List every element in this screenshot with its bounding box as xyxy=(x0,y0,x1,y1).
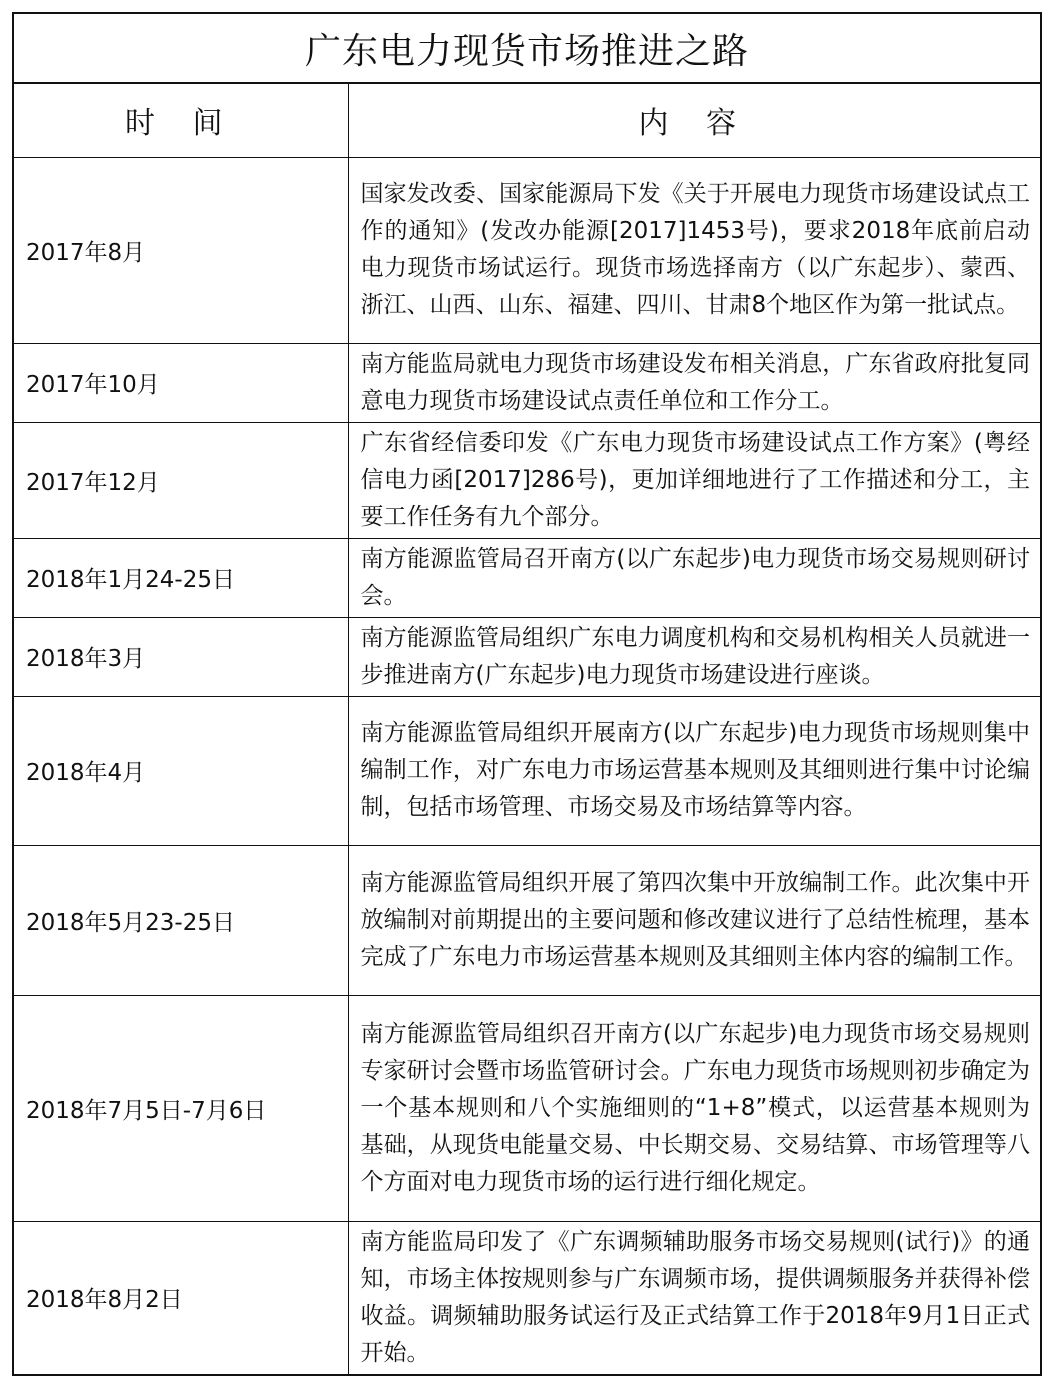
table-row xyxy=(14,845,1040,995)
row-content: 南方能源监管局组织召开南方(以广东起步)电力现货市场交易规则专家研讨会暨市场监管研讨会。广东电力现货市场规则初步确定为一个基本规则和八个实施细则的“1+8”模式，以运营基本规则为基础，从现货电能量交易、中长期交易、交易结算、市场管理等八个方面对电力现货市场的运行进行细化规定。 xyxy=(348,995,1040,1221)
table-row xyxy=(14,1221,1040,1374)
timeline-table-container xyxy=(12,12,1042,1376)
row-time: 2018年1月24-25日 xyxy=(14,538,348,617)
timeline-table xyxy=(14,84,1040,1374)
row-time: 2018年5月23-25日 xyxy=(14,845,348,995)
table-row xyxy=(14,696,1040,845)
row-time: 2018年7月5日-7月6日 xyxy=(14,995,348,1221)
row-time: 2017年10月 xyxy=(14,343,348,422)
table-row xyxy=(14,343,1040,422)
row-content: 南方能源监管局组织开展了第四次集中开放编制工作。此次集中开放编制对前期提出的主要问题和修改建议进行了总结性梳理，基本完成了广东电力市场运营基本规则及其细则主体内容的编制工作。 xyxy=(348,845,1040,995)
row-time: 2018年4月 xyxy=(14,696,348,845)
table-row xyxy=(14,157,1040,343)
row-content: 国家发改委、国家能源局下发《关于开展电力现货市场建设试点工作的通知》(发改办能源[2017]1453号)，要求2018年底前启动电力现货市场试运行。现货市场选择南方（以广东起步）、蒙西、浙江、山西、山东、福建、四川、甘肃8个地区作为第一批试点。 xyxy=(348,157,1040,343)
header-content: 内 容 xyxy=(348,84,1040,157)
row-time: 2017年12月 xyxy=(14,422,348,538)
row-content: 南方能源监管局召开南方(以广东起步)电力现货市场交易规则研讨会。 xyxy=(348,538,1040,617)
row-time: 2018年8月2日 xyxy=(14,1221,348,1374)
header-time: 时 间 xyxy=(14,84,348,157)
row-time: 2018年3月 xyxy=(14,617,348,696)
table-row xyxy=(14,538,1040,617)
row-content: 南方能监局就电力现货市场建设发布相关消息，广东省政府批复同意电力现货市场建设试点责任单位和工作分工。 xyxy=(348,343,1040,422)
row-content: 南方能监局印发了《广东调频辅助服务市场交易规则(试行)》的通知，市场主体按规则参与广东调频市场，提供调频服务并获得补偿收益。调频辅助服务试运行及正式结算工作于2018年9月1日正式开始。 xyxy=(348,1221,1040,1374)
table-row xyxy=(14,422,1040,538)
row-content: 南方能源监管局组织开展南方(以广东起步)电力现货市场规则集中编制工作，对广东电力市场运营基本规则及其细则进行集中讨论编制，包括市场管理、市场交易及市场结算等内容。 xyxy=(348,696,1040,845)
row-content: 广东省经信委印发《广东电力现货市场建设试点工作方案》(粤经信电力函[2017]286号)，更加详细地进行了工作描述和分工，主要工作任务有九个部分。 xyxy=(348,422,1040,538)
row-time: 2017年8月 xyxy=(14,157,348,343)
row-content: 南方能源监管局组织广东电力调度机构和交易机构相关人员就进一步推进南方(广东起步)电力现货市场建设进行座谈。 xyxy=(348,617,1040,696)
table-row xyxy=(14,617,1040,696)
table-title: 广东电力现货市场推进之路 xyxy=(14,14,1040,84)
table-row xyxy=(14,995,1040,1221)
header-row xyxy=(14,84,1040,157)
